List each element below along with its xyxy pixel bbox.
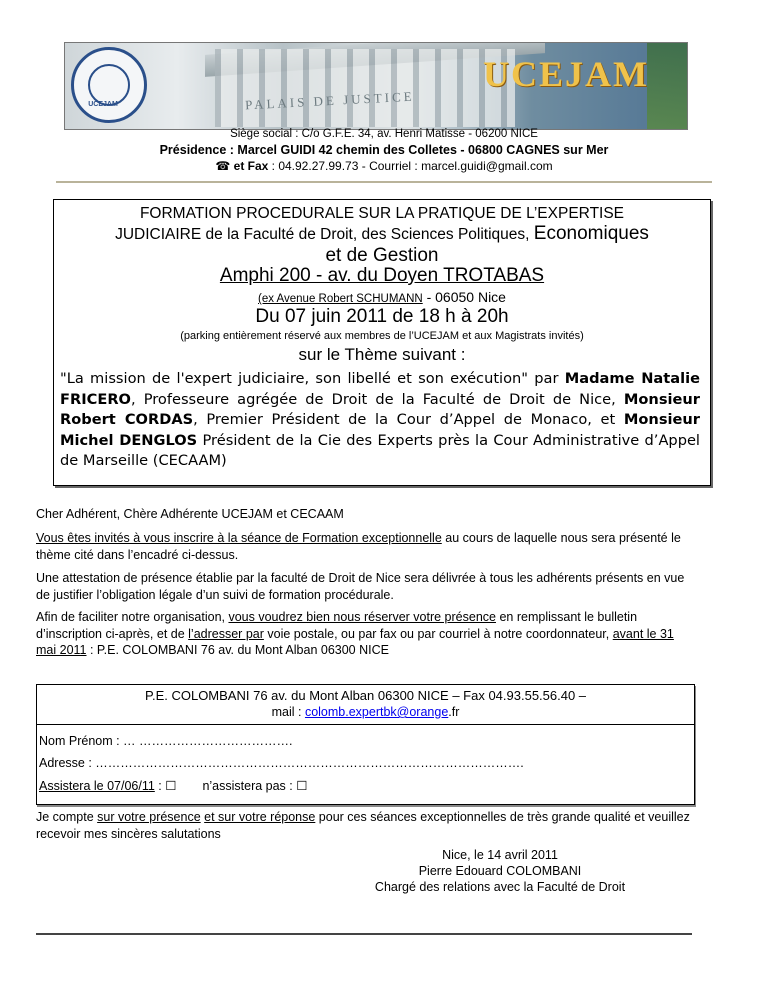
- invitation-rest: au cours de laquelle nous sera présenté le thème cité dans l’encadré ci-dessus.: [36, 531, 681, 562]
- form-header: [37, 685, 694, 725]
- speaker-cordas: Monsieur Robert CORDAS: [60, 390, 700, 428]
- event-title-line1: FORMATION PROCEDURALE SUR LA PRATIQUE DE L’EXPERTISE: [139, 205, 625, 222]
- place-date: Nice, le 14 avril 2011: [442, 848, 558, 862]
- invitation-paragraph: [36, 530, 694, 563]
- ucejam-seal-logo: [71, 47, 147, 123]
- event-title-line2a: JUDICIAIRE de la Faculté de Droit, des Sciences Politiques,: [115, 226, 534, 243]
- closing-paragraph: [36, 809, 694, 842]
- mission-quote: "La mission de l'expert judiciaire, son libellé et son exécution": [60, 370, 528, 387]
- tel-label: et Fax: [233, 159, 269, 173]
- speaker-fricero-desc: , Professeure agrégée de Droit de la Faculté de Droit de Nice,: [130, 390, 624, 408]
- invitation-emphasis: Vous êtes invités à vous inscrire à la séance de Formation exceptionnelle: [36, 531, 442, 545]
- registration-form: [36, 684, 695, 805]
- former-street: Avenue Robert SCHUMANN: [273, 293, 423, 305]
- palais-inscription: PALAIS DE JUSTICE: [244, 88, 415, 113]
- form-address: P.E. COLOMBANI 76 av. du Mont Alban 06300 NICE – Fax 04.93.55.56.40 –: [144, 688, 587, 703]
- venue-former-address: [54, 289, 710, 305]
- attend-label: Assistera le 07/06/11: [39, 779, 155, 793]
- presidence: Présidence : Marcel GUIDI 42 chemin des Colletes - 06800 CAGNES sur Mer: [159, 143, 609, 157]
- brand-title: UCEJAM: [483, 54, 649, 94]
- postcode-city: - 06050 Nice: [422, 289, 506, 305]
- speaker-denglos: Monsieur Michel DENGLOS: [60, 411, 700, 449]
- header-divider: [56, 181, 712, 183]
- speaker-denglos-desc: Président de la Cie des Experts près la Cour Administrative d’Appel de Marseille (CECAAM): [60, 431, 700, 469]
- mail-suffix: .fr: [448, 705, 460, 719]
- registration-paragraph: [36, 609, 694, 659]
- event-title-line3: et de Gestion: [325, 245, 439, 266]
- email-link[interactable]: colomb.expertbk@orange: [304, 705, 449, 719]
- tel-details: : 04.92.27.99.73 - Courriel : marcel.guidi@gmail.com: [268, 159, 553, 173]
- speaker-fricero: Madame Natalie FRICERO: [60, 370, 700, 408]
- salutation: Cher Adhérent, Chère Adhérente UCEJAM et CECAAM: [36, 507, 344, 521]
- signatory-role: Chargé des relations avec la Faculté de Droit: [374, 880, 626, 894]
- event-title-line2: [54, 223, 710, 245]
- afin-underline1: vous voudrez bien nous réserver votre présence: [228, 610, 496, 624]
- seal-logo-text: UCEJAM: [88, 101, 118, 108]
- afin-deadline: avant le 31 mai 2011: [36, 626, 674, 657]
- event-box: [53, 199, 711, 486]
- closing-underline1: sur votre présence: [97, 810, 201, 824]
- speaker-cordas-desc: , Premier Président de la Cour d’Appel de Monaco, et: [193, 411, 624, 428]
- closing-underline2: et sur votre réponse: [204, 810, 316, 824]
- attendance-row: [39, 778, 307, 793]
- palais-columns: [215, 49, 515, 127]
- mission-paragraph: [60, 369, 700, 472]
- event-date: Du 07 juin 2011 de 18 h à 20h: [255, 306, 509, 327]
- attend-checkbox[interactable]: : ☐: [154, 779, 177, 793]
- theme-heading: sur le Thème suivant :: [298, 345, 466, 364]
- signature-block: [340, 847, 660, 895]
- ex-label: (ex: [258, 293, 274, 305]
- afin-part3: voie postale, ou par fax ou par courriel à notre coordonnateur,: [263, 626, 613, 641]
- contact-line: [0, 159, 768, 173]
- attestation-paragraph: Une attestation de présence établie par la faculté de Droit de Nice sera délivrée à tous les adhérents présents en vue de justifier l’obligation légale d’un suivi de formation procédurale.: [36, 571, 685, 602]
- mission-par: par: [528, 370, 565, 387]
- phone-icon: ☎: [215, 159, 231, 173]
- address-field[interactable]: Adresse : ………………………………………………………………………………………….: [39, 756, 524, 770]
- palm-tree: [647, 43, 687, 129]
- mail-label: mail: [271, 705, 295, 719]
- form-mail-line: [37, 705, 694, 719]
- mail-sep: :: [294, 705, 305, 719]
- header-banner: [64, 42, 688, 130]
- scales-icon: [88, 64, 130, 106]
- event-venue: Amphi 200 - av. du Doyen TROTABAS: [219, 265, 545, 286]
- afin-part1: Afin de faciliter notre organisation,: [36, 610, 229, 624]
- closing-part3: pour ces séances exceptionnelles de très grande qualité et veuillez recevoir mes sincères salutations: [36, 810, 690, 841]
- afin-underline2: l’adresser par: [188, 626, 264, 641]
- signatory-name: Pierre Edouard COLOMBANI: [418, 864, 582, 878]
- name-field[interactable]: Nom Prénom : … ……………………………….: [39, 734, 293, 748]
- parking-note: (parking entièrement réservé aux membres de l’UCEJAM et aux Magistrats invités): [180, 330, 584, 342]
- not-attend-checkbox[interactable]: n’assistera pas : ☐: [202, 779, 308, 793]
- afin-part2: en remplissant le bulletin d’inscription ci-après, et de: [36, 610, 638, 641]
- afin-part4: : P.E. COLOMBANI 76 av. du Mont Alban 06300 NICE: [86, 643, 389, 657]
- footer-divider: [36, 933, 692, 935]
- event-title-line2b: Economiques: [533, 223, 649, 244]
- siege-social: Siège social : C/o G.F.E. 34, av. Henri Matisse - 06200 NICE: [230, 128, 538, 140]
- closing-part1: Je compte: [36, 810, 98, 824]
